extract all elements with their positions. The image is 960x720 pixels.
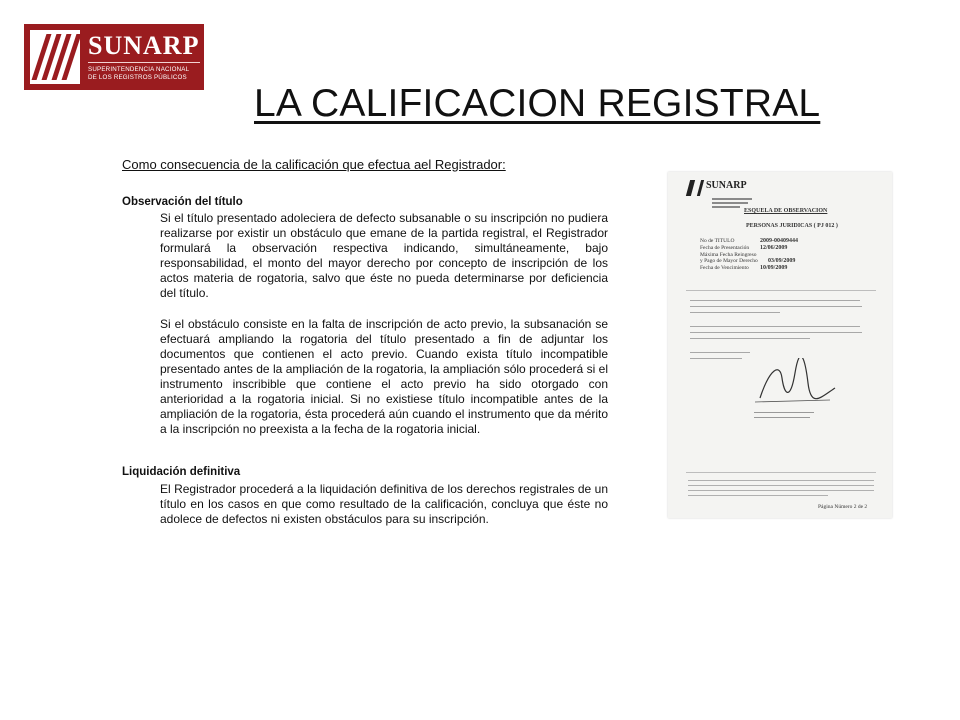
scan-page-number: Página Número 2 de 2	[818, 504, 868, 510]
scan-header-line	[712, 202, 748, 204]
scan-subheading: PERSONAS JURIDICAS ( PJ 012 )	[746, 223, 838, 229]
scan-text-line	[690, 338, 810, 339]
logo-name: SUNARP	[88, 31, 200, 60]
scan-header-line	[712, 206, 740, 208]
scan-text-line	[690, 332, 862, 333]
scan-field-value: 12/06/2009	[760, 245, 788, 251]
logo-text	[88, 32, 200, 82]
scan-text-line	[690, 352, 750, 353]
page-title: LA CALIFICACION REGISTRAL	[254, 82, 821, 125]
scan-text-line	[690, 358, 742, 359]
scan-text-line	[754, 412, 814, 413]
scan-logo	[688, 180, 747, 196]
scan-divider	[686, 472, 876, 473]
scan-field-label: Fecha de Presentación	[700, 245, 750, 251]
scan-divider	[686, 290, 876, 291]
scan-emblem-icon	[686, 180, 704, 196]
paragraph-observacion-2: Si el obstáculo consiste en la falta de inscripción de acto previo, la subsanación se efectuará ampliando la rogatoria del título presentado a fin de adjuntar los documentos que contienen el acto previo. Cuando exista título incompatible presentado antes de la ampliación de la rogatoria, la ampliación sólo procederá si el instrumento inscribible que contiene el acto previo ha sido otorgado con anterioridad a la rogatoria inicial. Si no existiese título incompatible antes de la ampliación de la rogatoria, ésta procederá aún cuando el instrumento que da mérito a la inscripción no preexista a la fecha de la rogatoria inicial.	[160, 317, 608, 436]
scan-text-line	[688, 480, 874, 481]
scan-text-line	[690, 300, 860, 301]
scan-text-line	[690, 326, 860, 327]
scan-field-label: y Pago de Mayor Derecho	[700, 258, 758, 264]
section-heading-liquidacion: Liquidación definitiva	[122, 466, 241, 478]
scan-field-value: 10/09/2009	[760, 265, 788, 271]
scan-header-line	[712, 198, 752, 200]
intro-text: Como consecuencia de la calificación que efectua ael Registrador:	[122, 157, 506, 172]
scan-field-label: Fecha de Vencimiento	[700, 265, 749, 271]
scan-field-label: No de TITULO	[700, 238, 735, 244]
scan-text-line	[754, 417, 810, 418]
scan-text-line	[690, 306, 862, 307]
signature-icon	[750, 358, 840, 408]
scan-heading: ESQUELA DE OBSERVACION	[744, 208, 828, 214]
scan-field-label: Máxima Fecha Reingreso	[700, 252, 757, 258]
scan-text-line	[688, 495, 828, 496]
scan-text-line	[688, 485, 874, 486]
sunarp-emblem-icon	[30, 30, 80, 84]
scan-text-line	[688, 490, 874, 491]
sunarp-logo	[24, 24, 204, 90]
scan-field-value: 03/09/2009	[768, 258, 796, 264]
section-heading-observacion: Observación del título	[122, 196, 243, 208]
logo-subtitle-1: SUPERINTENDENCIA NACIONAL	[88, 66, 190, 73]
scan-text-line	[690, 312, 780, 313]
logo-divider	[88, 62, 200, 63]
scan-field-value: 2009-00409444	[760, 238, 798, 244]
scan-logo-name: SUNARP	[706, 180, 747, 191]
logo-subtitle-2: DE LOS REGISTROS PÚBLICOS	[88, 74, 187, 81]
scanned-document-image	[668, 172, 892, 518]
paragraph-liquidacion-1: El Registrador procederá a la liquidación definitiva de los derechos registrales de un título en los casos en que como resultado de la calificación, concluya que éste no adolece de defectos ni existen obstáculos para su inscripción.	[160, 482, 608, 526]
paragraph-observacion-1: Si el título presentado adoleciera de defecto subsanable o su inscripción no pudiera realizarse por existir un obstáculo que emane de la partida registral, el Registrador formulará la observación respectiva indicando, simultáneamente, bajo responsabilidad, el monto del mayor derecho por concepto de inscripción de los actos materia de rogatoria, salvo que éste no pueda determinarse por deficiencia del título.	[160, 211, 608, 300]
